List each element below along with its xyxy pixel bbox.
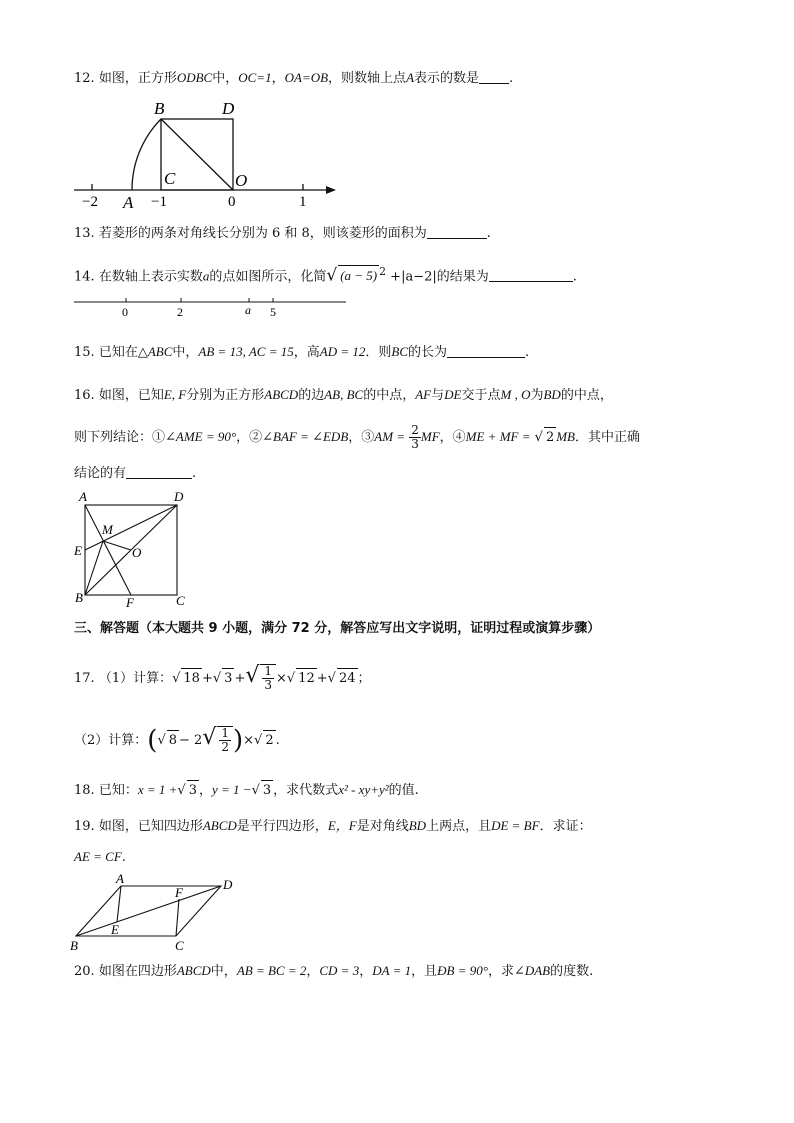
tick-label: −1 bbox=[151, 194, 167, 210]
radicand: 2 bbox=[544, 427, 556, 448]
q13-number: 13. bbox=[74, 226, 95, 241]
q15-text: ，高 bbox=[293, 345, 320, 360]
label-A: A bbox=[116, 871, 124, 886]
q15-triangle: △ABC bbox=[137, 344, 173, 359]
q12-condition: OA=OB bbox=[284, 70, 329, 85]
q16-number: 16. bbox=[74, 388, 95, 403]
q14-variable: a bbox=[202, 268, 210, 284]
label-E: E bbox=[111, 922, 119, 937]
q12-text: ， bbox=[271, 71, 285, 86]
q14-text: 的点如图所示，化简 bbox=[209, 269, 327, 285]
q20-math: AB = BC = 2 bbox=[236, 963, 307, 978]
q20-text: 中， bbox=[210, 964, 237, 979]
q15-text: 中， bbox=[172, 345, 199, 360]
q15-target: BC bbox=[391, 344, 408, 359]
q13-text: . bbox=[486, 226, 491, 241]
q16-math: E, F bbox=[163, 387, 187, 402]
operator: − 2 bbox=[179, 733, 203, 748]
tick-label: 1 bbox=[299, 194, 307, 210]
q14-abs-term: +|a−2| bbox=[390, 269, 437, 285]
q12-square-name: ODBC bbox=[176, 70, 213, 85]
q17-label: （2）计算： bbox=[74, 733, 148, 748]
operator: + bbox=[201, 671, 213, 686]
q16-math: M , O bbox=[500, 387, 531, 402]
q12-text: 表示的数是 bbox=[414, 71, 480, 86]
label-A: A bbox=[123, 193, 134, 212]
q16-text: 与 bbox=[431, 388, 445, 403]
q12-number: 12. bbox=[74, 71, 95, 86]
q16-text: 如图，已知 bbox=[98, 388, 164, 403]
q16-text: 交于点 bbox=[461, 388, 501, 403]
label-C: C bbox=[175, 938, 184, 953]
q18-polynomial: x² - xy+y² bbox=[338, 782, 389, 797]
q20-math: ABCD bbox=[176, 963, 211, 978]
q20-math: CD = 3 bbox=[319, 963, 360, 978]
q13-text: 若菱形的两条对角线长分别为 6 和 8，则该菱形的面积为 bbox=[98, 226, 427, 241]
question-16-line-2: 则下列结论：①∠AME = 90°，②∠BAF = ∠EDB，③AM = $\frac{2}{3}$ MF，④ME + MF = √ 2 MB．其中正确 bbox=[74, 423, 641, 451]
q16-text: 的中点， bbox=[363, 388, 416, 403]
label-F: F bbox=[175, 885, 183, 900]
q12-text: ，则数轴上点 bbox=[328, 71, 407, 86]
q15-condition: AB = 13, AC = 15 bbox=[198, 344, 294, 359]
radicand: 3 bbox=[187, 780, 199, 801]
q16-text: ，③ bbox=[348, 430, 375, 445]
q18-text: 已知： bbox=[98, 783, 138, 798]
label-C: C bbox=[164, 169, 176, 188]
q17-label: （1）计算： bbox=[98, 671, 173, 686]
q16-text: . bbox=[192, 466, 197, 481]
q17-text: . bbox=[275, 733, 280, 748]
label-F: F bbox=[126, 595, 134, 610]
q20-text: 的度数. bbox=[550, 964, 594, 979]
q19-text: ．求证： bbox=[539, 819, 592, 834]
q15-text: ．则 bbox=[365, 345, 392, 360]
q16-math: AB, BC bbox=[324, 387, 364, 402]
operator: × bbox=[276, 671, 287, 686]
paren: ( bbox=[147, 725, 158, 756]
q12-condition: OC=1 bbox=[238, 70, 272, 85]
label-B: B bbox=[75, 590, 83, 605]
q20-text: ，求 bbox=[487, 964, 514, 979]
q15-number: 15. bbox=[74, 345, 95, 360]
q19-text: . bbox=[121, 850, 126, 865]
q20-math: DA = 1 bbox=[372, 963, 412, 978]
q16-text: 的边 bbox=[298, 388, 325, 403]
q14-radicand: (a − 5) bbox=[338, 265, 379, 286]
denominator: 3 bbox=[411, 437, 419, 451]
radicand: 3 bbox=[222, 668, 234, 689]
radicand: 3 bbox=[261, 780, 273, 801]
q16-math: DE bbox=[444, 387, 462, 402]
tick-label: 2 bbox=[177, 305, 183, 319]
q16-text: ，④ bbox=[439, 430, 466, 445]
label-M: M bbox=[102, 522, 113, 537]
q19-text: 是对角线 bbox=[356, 819, 409, 834]
label-B: B bbox=[154, 99, 165, 118]
radicand: 2 bbox=[263, 730, 275, 751]
q20-text: ， bbox=[359, 964, 373, 979]
q19-math: ABCD bbox=[202, 818, 237, 833]
question-18: 18. 已知：x = 1 +√ 3 ，y = 1 −√ 3 ，求代数式x² - xy+y²的值. bbox=[74, 780, 419, 801]
q12-text: . bbox=[509, 71, 514, 86]
radicand: 8 bbox=[167, 730, 179, 751]
q19-math: E，F bbox=[327, 818, 357, 833]
q18-text: 的值. bbox=[388, 783, 419, 798]
q14-exponent: 2 bbox=[379, 265, 387, 278]
question-17-part-1: 17. （1）计算：√ 18 +√ 3 +√ $\frac{1}{3}$ ×√ 12 +√ 24 ； bbox=[74, 663, 371, 692]
q18-y: y = 1 − bbox=[212, 782, 252, 797]
q16-text: 分别为正方形 bbox=[186, 388, 265, 403]
q19-math: DE = BF bbox=[491, 818, 540, 833]
label-B: B bbox=[70, 938, 78, 953]
q16-conclusion-3: AM = bbox=[374, 429, 406, 444]
q16-conclusion-4: MB bbox=[556, 429, 575, 444]
q17-number: 17. bbox=[74, 671, 95, 686]
question-20 bbox=[74, 961, 593, 982]
label-D: D bbox=[174, 489, 184, 504]
q20-math: ∠DAB bbox=[513, 963, 551, 978]
numerator: 2 bbox=[411, 423, 419, 437]
radicand: 24 bbox=[337, 668, 358, 689]
q15-condition: AD = 12 bbox=[319, 344, 366, 359]
q14-text: 的结果为 bbox=[436, 269, 489, 285]
q16-math: AF bbox=[415, 387, 432, 402]
q20-number: 20. bbox=[74, 964, 95, 979]
tick-label-a: a bbox=[245, 303, 251, 317]
q14-text: . bbox=[572, 269, 577, 285]
tick-label: 0 bbox=[122, 305, 128, 319]
denominator: 2 bbox=[221, 740, 229, 754]
q16-conclusion-4: ME + MF = bbox=[465, 429, 531, 444]
radicand: 12 bbox=[296, 668, 317, 689]
q20-text: 如图在四边形 bbox=[98, 964, 177, 979]
section-3-heading: 三、解答题（本大题共 9 小题，满分 72 分，解答应写出文字说明，证明过程或演算步骤） bbox=[74, 621, 601, 636]
q20-math: ÐB = 90° bbox=[437, 963, 488, 978]
q19-text: 上两点，且 bbox=[426, 819, 492, 834]
label-E: E bbox=[74, 543, 82, 558]
label-A: A bbox=[79, 489, 87, 504]
denominator: 3 bbox=[264, 678, 273, 692]
label-D: D bbox=[222, 99, 235, 118]
q14-number: 14. bbox=[74, 269, 95, 285]
q18-text: ，求代数式 bbox=[273, 783, 339, 798]
q18-text: ， bbox=[199, 783, 213, 798]
label-D: D bbox=[223, 877, 233, 892]
q16-text: 为 bbox=[530, 388, 544, 403]
q16-text: ．其中正确 bbox=[575, 430, 641, 445]
q15-text: 已知在 bbox=[98, 345, 138, 360]
q19-conclusion: AE = CF bbox=[74, 849, 122, 864]
tick-label: −2 bbox=[82, 194, 98, 210]
q19-number: 19. bbox=[74, 819, 95, 834]
q15-text: 的长为 bbox=[408, 345, 448, 360]
radicand: 18 bbox=[181, 668, 202, 689]
q16-conclusion-2: ∠BAF = ∠EDB bbox=[262, 429, 349, 444]
q14-text: 在数轴上表示实数 bbox=[98, 269, 203, 285]
q19-text: 如图，已知四边形 bbox=[98, 819, 203, 834]
operator: + bbox=[316, 671, 328, 686]
q12-text: 中， bbox=[212, 71, 239, 86]
q16-conclusion-3: MF bbox=[420, 429, 440, 444]
q19-math: BD bbox=[408, 818, 427, 833]
q15-text: . bbox=[525, 345, 530, 360]
q16-text: 结论的有 bbox=[74, 466, 127, 481]
label-O: O bbox=[235, 171, 248, 190]
q20-text: ，且 bbox=[411, 964, 438, 979]
paren: ) bbox=[232, 725, 244, 756]
q18-number: 18. bbox=[74, 783, 95, 798]
operator: × bbox=[243, 733, 255, 748]
q17-text: ； bbox=[357, 671, 371, 686]
numerator: 1 bbox=[264, 664, 273, 678]
numerator: 1 bbox=[221, 726, 229, 740]
tick-label: 0 bbox=[228, 194, 236, 210]
q19-text: 是平行四边形， bbox=[236, 819, 328, 834]
question-14: 14. 在数轴上表示实数a的点如图所示，化简√ (a − 5) $^2$ +|a−2|的结果为 . bbox=[74, 265, 577, 286]
q16-math: ABCD bbox=[264, 387, 299, 402]
label-O: O bbox=[132, 545, 142, 560]
operator: + bbox=[234, 671, 246, 686]
label-C: C bbox=[176, 593, 185, 608]
question-17-part-2: （2）计算：(√ 8 − 2√ $\frac{1}{2}$ )×√ 2 . bbox=[74, 725, 280, 756]
q16-text: ，② bbox=[236, 430, 263, 445]
q16-text: 则下列结论：① bbox=[74, 430, 166, 445]
q12-text: 如图，正方形 bbox=[98, 71, 177, 86]
q12-point: A bbox=[406, 70, 415, 85]
q18-x: x = 1 + bbox=[137, 782, 178, 797]
q16-text: 的中点， bbox=[560, 388, 613, 403]
tick-label: 5 bbox=[270, 305, 276, 319]
q16-math: BD bbox=[543, 387, 561, 402]
q16-conclusion-1: ∠AME = 90° bbox=[165, 429, 237, 444]
q20-text: ， bbox=[306, 964, 320, 979]
